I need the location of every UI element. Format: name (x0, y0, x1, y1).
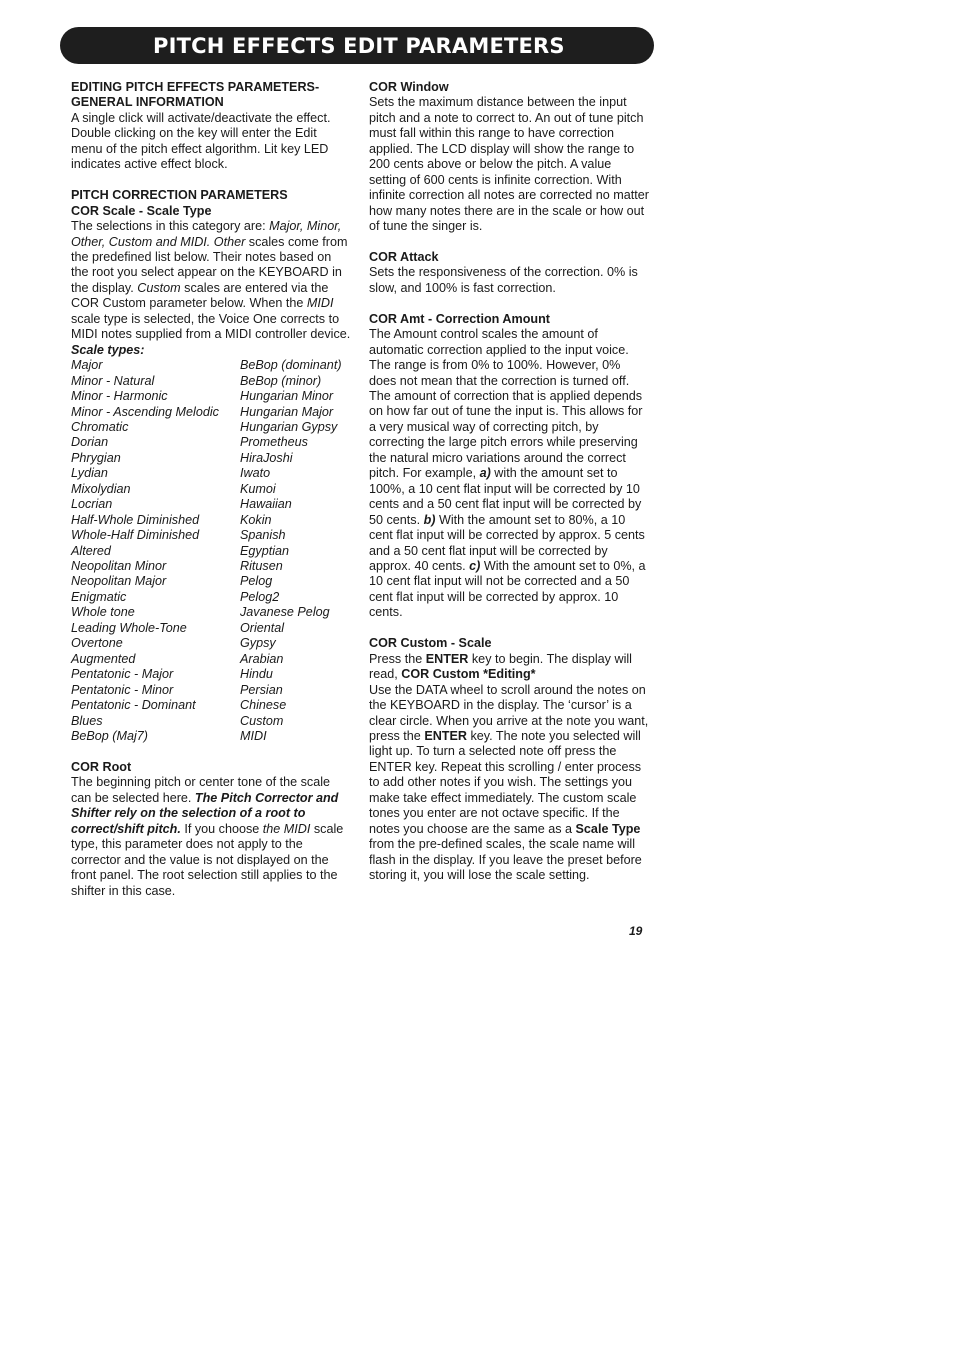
scale-type-item: HiraJoshi (240, 450, 293, 465)
scale-type-item: BeBop (minor) (240, 373, 322, 388)
cor-scale-heading: COR Scale - Scale Type (71, 203, 212, 218)
scale-type-item: Half-Whole Diminished (71, 512, 200, 527)
scale-type-item: Spanish (240, 528, 286, 543)
text-run: The selections in this category are: (71, 219, 270, 234)
text-run: scale type, this parameter does not apply to the corrector and the value is not displayed on the front panel. The root selection still applies to the shifter in this case. (71, 821, 344, 898)
scale-type-item: Leading Whole-Tone (71, 620, 187, 635)
scale-types-label: Scale types: (71, 342, 145, 357)
text-run: Press the (369, 651, 426, 666)
text-run: The Pitch Corrector and Shifter rely on the selection of a root to correct/shift pitch. (71, 790, 339, 836)
text-run: Custom (137, 280, 181, 295)
cor-window-heading: COR Window (369, 80, 449, 94)
scale-type-item: Custom (240, 713, 284, 728)
general-heading-line-2: GENERAL INFORMATION (71, 95, 224, 110)
text-run: a) (479, 466, 491, 481)
scale-type-item: Whole tone (71, 605, 135, 620)
scale-type-item: Blues (71, 713, 103, 728)
text-run: with the amount set to 100%, a 10 cent flat input will be corrected by 10 cents and a 50 cent flat input will be corrected by 50 cents. (369, 466, 642, 527)
text-run: from the pre-defined scales, the scale name will flash in the display. If you leave the preset before storing it, you will lose the scale setting. (369, 837, 642, 883)
text-run: The Amount control scales the amount of automatic correction applied to the input voice. The range is from 0% to 100%. However, 0% does not mean that the correction is turned off. The amount of correction that is applied depends on how far out of tune the input is. This allows for a very musical way of correcting pitch, by correcting the large pitch errors while preserving the natural micro variations around the correct pitch. For example, (369, 327, 643, 481)
scale-type-item: Hungarian Gypsy (240, 419, 338, 434)
scale-type-item: Neopolitan Major (71, 574, 167, 589)
cor-custom-heading: COR Custom - Scale (369, 636, 492, 651)
cor-attack-heading: COR Attack (369, 249, 439, 264)
scale-type-item: Pelog (240, 574, 273, 589)
scale-type-item: Persian (240, 682, 283, 697)
scale-type-item: Minor - Natural (71, 373, 155, 388)
scale-type-item: Iwato (240, 466, 271, 481)
general-text: A single click will activate/deactivate the effect. Double clicking on the key will enter the Edit menu of the pitch effect algorithm. Lit key LED indicates active effect block. (71, 110, 331, 172)
scale-type-item: Prometheus (240, 435, 308, 450)
text-run: key to begin. The display will read, (369, 651, 632, 682)
general-heading-line-1: EDITING PITCH EFFECTS PARAMETERS- (71, 80, 320, 94)
scale-type-item: Ritusen (240, 559, 283, 574)
scale-type-item: Pentatonic - Dominant (71, 698, 196, 713)
scale-type-item: Pelog2 (240, 589, 280, 604)
cor-root-heading: COR Root (71, 759, 132, 774)
scale-type-item: Hindu (240, 667, 273, 682)
text-run: Scale Type (575, 821, 641, 836)
title-banner (60, 27, 654, 64)
scale-type-item: Whole-Half Diminished (71, 528, 200, 543)
scale-type-item: Minor - Ascending Melodic (71, 404, 219, 419)
text-run: With the amount set to 0%, a 10 cent flat input will not be corrected and a 50 cent flat input will be corrected by approx. 10 cents. (369, 559, 646, 620)
scale-type-item: Pentatonic - Major (71, 667, 174, 682)
text-run: If you choose (180, 821, 263, 836)
text-run: scales come from the predefined list below. Their notes based on the root you select appear on the KEYBOARD in the display. (71, 234, 348, 295)
text-run: c) (469, 559, 481, 574)
scale-type-item: Chromatic (71, 419, 129, 434)
scale-type-item: Egyptian (240, 543, 290, 558)
scale-type-item: Hungarian Major (240, 404, 334, 419)
scale-type-item: Arabian (240, 651, 284, 666)
cor-window-text: Sets the maximum distance between the input pitch and a note to correct to. An out of tune pitch must fall within this range to have correction applied. The LCD display will show the range to 200 cents above or below the pitch. A value setting of 600 cents is infinite correction. With infinite correction all notes are corrected no matter how many notes there are in the scale or how out of tune the singer is. (369, 95, 649, 234)
right-column (369, 80, 649, 884)
text-run: the MIDI (262, 821, 311, 836)
scale-type-item: Enigmatic (71, 589, 127, 604)
scale-type-item: Pentatonic - Minor (71, 682, 174, 697)
text-run: ENTER (424, 728, 467, 743)
cor-custom-text-2 (369, 683, 649, 884)
scale-types-list (71, 358, 351, 744)
text-run: Major, Minor, Other, Custom and MIDI. Other (71, 219, 342, 249)
scale-type-item: Locrian (71, 497, 113, 512)
scale-type-item: Minor - Harmonic (71, 389, 168, 404)
scale-type-item: Oriental (240, 620, 285, 635)
text-run: With the amount set to 80%, a 10 cent flat input will be corrected by approx. 5 cents and a 50 cent flat input will be corrected by approx. 40 cents. (369, 512, 645, 574)
text-run: Use the DATA wheel to scroll around the notes on the KEYBOARD in the display. The ‘cursor’ is a clear circle. When you arrive at the note you want, press the (369, 682, 649, 743)
scale-type-item: Kumoi (240, 481, 276, 496)
text-run: scales are entered via the COR Custom parameter below. When the (71, 280, 329, 311)
scale-type-item: Major (71, 358, 103, 373)
scale-type-item: Gypsy (240, 636, 276, 651)
text-run: ENTER (425, 651, 469, 666)
scale-type-item: Overtone (71, 636, 123, 651)
text-run: scale type is selected, the Voice One corrects to MIDI notes supplied from a MIDI controller device. (71, 311, 351, 342)
pitch-correction-heading: PITCH CORRECTION PARAMETERS (71, 188, 288, 203)
scale-type-item: Kokin (240, 512, 272, 527)
cor-amt-heading: COR Amt - Correction Amount (369, 311, 550, 326)
cor-custom-text-1 (369, 652, 649, 683)
text-run: COR Custom *Editing* (401, 667, 536, 682)
scale-type-item: Lydian (71, 466, 108, 481)
scale-type-item: BeBop (dominant) (240, 358, 342, 373)
scale-type-item: Javanese Pelog (240, 605, 330, 620)
scale-type-item: Mixolydian (71, 481, 131, 496)
text-run: The beginning pitch or center tone of the scale can be selected here. (71, 775, 331, 805)
text-run: MIDI (306, 296, 334, 311)
text-run: key. The note you selected will light up. To turn a selected note off press the ENTER key. Repeat this scrolling / enter process to add other notes if you wish. The settings you make take effect immediately. The custom scale tones you enter are not octave specific. If the notes you choose are the same as a (369, 728, 642, 836)
cor-amt-text (369, 327, 649, 621)
scale-type-item: Augmented (71, 651, 136, 666)
scale-type-item: Hawaiian (240, 497, 292, 512)
scale-type-item: Altered (71, 543, 111, 558)
scale-type-item: MIDI (240, 729, 267, 744)
cor-scale-text (71, 219, 351, 343)
scale-type-item: BeBop (Maj7) (71, 729, 148, 744)
scale-type-item: Phrygian (71, 450, 121, 465)
scale-type-item: Chinese (240, 698, 287, 713)
cor-root-text (71, 775, 351, 899)
text-run: b) (423, 512, 436, 527)
scale-type-item: Hungarian Minor (240, 389, 334, 404)
left-column (71, 80, 351, 899)
scale-type-item: Dorian (71, 435, 109, 450)
page-title: PITCH EFFECTS EDIT PARAMETERS (153, 34, 565, 58)
scale-type-item: Neopolitan Minor (71, 559, 167, 574)
page-number: 19 (629, 924, 643, 938)
cor-attack-text: Sets the responsiveness of the correction. 0% is slow, and 100% is fast correction. (369, 265, 638, 295)
